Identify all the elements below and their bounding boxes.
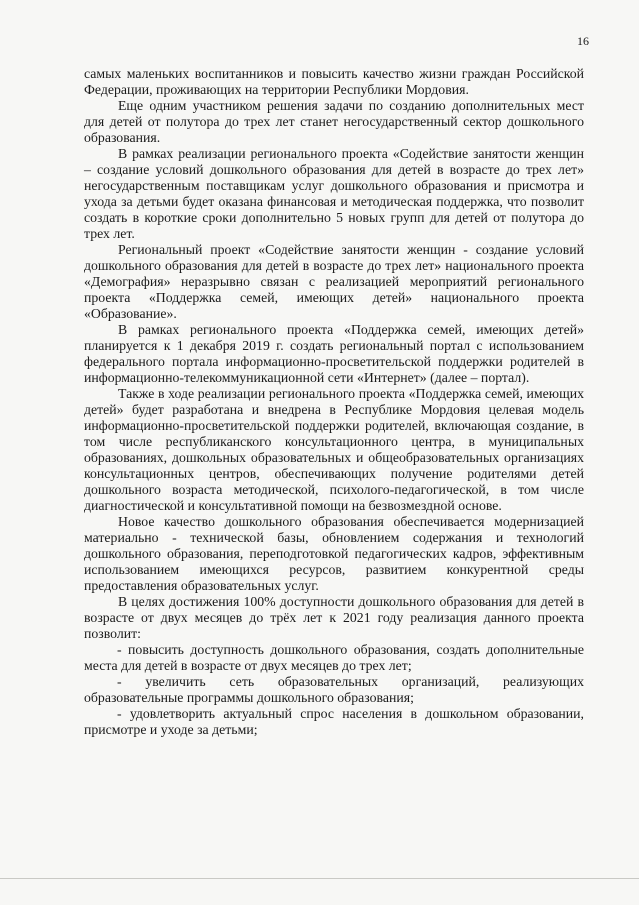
paragraph: самых маленьких воспитанников и повысить качество жизни граждан Российской Федерации, проживающих на территории Республики Мордовия.	[84, 66, 584, 97]
paragraph: В целях достижения 100% доступности дошкольного образования для детей в возрасте от двух месяцев до трёх лет к 2021 году реализация данного проекта позволит:	[84, 594, 584, 641]
paragraph: Региональный проект «Содействие занятости женщин - создание условий дошкольного образования для детей в возрасте до трех лет» национального проекта «Демография» неразрывно связан с реализацией мероприятий регионального проекта «Поддержка семей, имеющих детей» национального проекта «Образование».	[84, 242, 584, 321]
paragraph: В рамках регионального проекта «Поддержка семей, имеющих детей» планируется к 1 декабря 2019 г. создать региональный портал с использованием федерального портала информационно-просветительской поддержки родителей в информационно-телекоммуникационной сети «Интернет» (далее – портал).	[84, 322, 584, 385]
body-text	[84, 66, 584, 738]
scan-edge-line	[0, 878, 639, 879]
paragraph: Также в ходе реализации регионального проекта «Поддержка семей, имеющих детей» будет разработана и внедрена в Республике Мордовия целевая модель информационно-просветительской поддержки родителей, включающая создание, в том числе республиканского консультационного центра, в муниципальных образованиях, дошкольных образовательных и общеобразовательных организациях консультационных центров, обеспечивающих получение родителями детей дошкольного возраста методической, психолого-педагогической, в том числе диагностической и консультативной помощи на безвозмездной основе.	[84, 386, 584, 513]
bullet-item: - увеличить сеть образовательных организаций, реализующих образовательные программы дошкольного образования;	[84, 674, 584, 705]
page-number: 16	[577, 34, 589, 48]
bullet-item: - удовлетворить актуальный спрос населения в дошкольном образовании, присмотре и уходе за детьми;	[84, 706, 584, 737]
paragraph: В рамках реализации регионального проекта «Содействие занятости женщин – создание условий дошкольного образования для детей в возрасте до трех лет» негосударственным поставщикам услуг дошкольного образования и присмотра и ухода за детьми будет оказана финансовая и методическая поддержка, что позволит создать в короткие сроки дополнительно 5 новых групп для детей от полутора до трех лет.	[84, 146, 584, 241]
paragraph: Новое качество дошкольного образования обеспечивается модернизацией материально - технической базы, обновлением содержания и технологий дошкольного образования, переподготовкой педагогических кадров, эффективным использованием имеющихся ресурсов, развитием конкурентной среды предоставления образовательных услуг.	[84, 514, 584, 593]
paragraph: Еще одним участником решения задачи по созданию дополнительных мест для детей от полутора до трех лет станет негосударственный сектор дошкольного образования.	[84, 98, 584, 145]
bullet-item: - повысить доступность дошкольного образования, создать дополнительные места для детей в возрасте от двух месяцев до трех лет;	[84, 642, 584, 673]
